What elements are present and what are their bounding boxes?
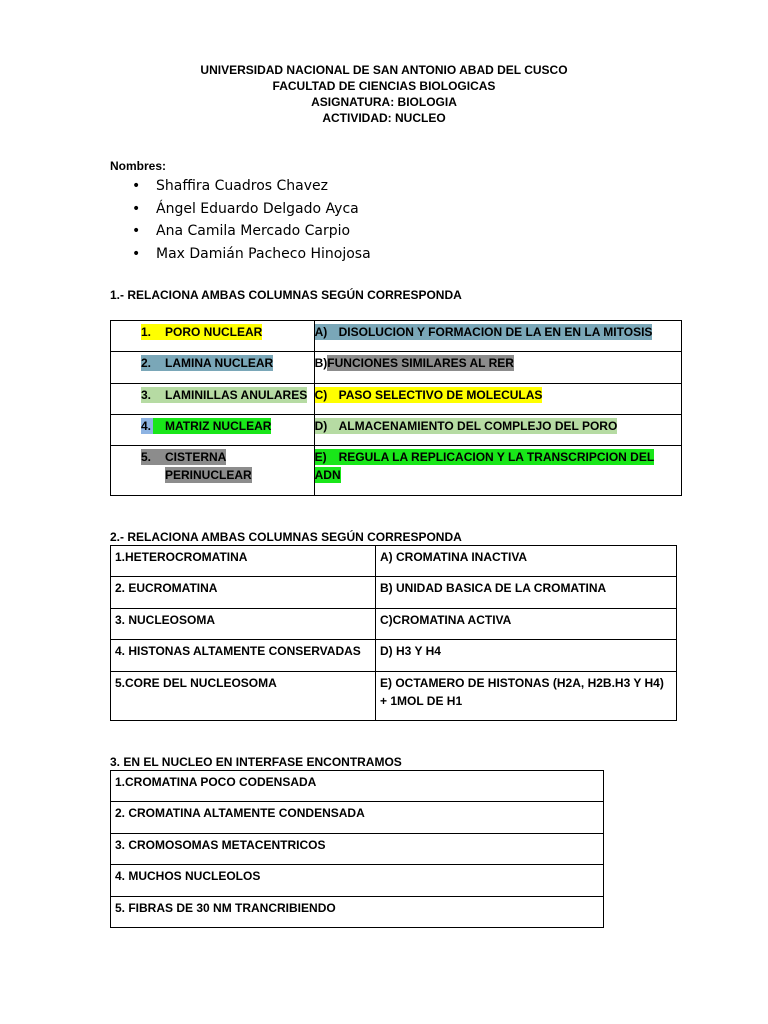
table-row [111,865,604,897]
table-cell [314,321,681,352]
definition-label: E) OCTAMERO DE HISTONAS (H2A, H2B.H3 Y H4) [380,676,664,690]
list-item [130,175,371,198]
term-label: CISTERNA [165,450,227,464]
option-label: 5. FIBRAS DE 30 NM TRANCRIBIENDO [115,901,336,915]
table-cell [111,834,604,865]
table-cell [111,897,604,928]
university-name: UNIVERSIDAD NACIONAL DE SAN ANTONIO ABAD DEL CUSCO [200,63,568,77]
table-row [111,640,677,672]
row-letter: E) [314,450,327,464]
bullet-icon: • [132,178,141,194]
table-row [111,672,677,721]
table-cell [111,609,376,640]
table-cell [111,640,376,672]
question-3-title: 3. EN EL NUCLEO EN INTERFASE ENCONTRAMOS [110,755,402,769]
table-row [111,321,682,352]
names-label: Nombres: [110,159,167,173]
bullet-icon: • [132,200,141,217]
table-cell [111,577,376,609]
definition-label: A) CROMATINA INACTIVA [380,550,528,564]
bullet-icon: • [132,245,141,262]
question-3-table [110,770,604,928]
term-label: PORO NUCLEAR [165,325,263,339]
table-row [111,352,682,384]
option-label: 4. MUCHOS NUCLEOLOS [115,869,261,883]
row-number: 1. [141,325,152,339]
table-row [111,384,682,415]
table-row [111,446,682,496]
definition-label: FUNCIONES SIMILARES AL RER [327,356,514,370]
row-letter: A) [314,325,328,339]
table-cell [376,640,677,672]
table-cell [111,771,604,802]
row-number: 5. [141,450,152,464]
table-cell [314,352,681,384]
table-row [111,415,682,446]
table-cell [111,446,315,496]
term-label: LAMINA NUCLEAR [165,356,274,370]
subject: ASIGNATURA: BIOLOGIA [311,95,457,109]
table-cell [314,384,681,415]
table-cell [376,577,677,609]
table-cell [111,546,376,577]
table-row [111,609,677,640]
table-row [111,802,604,834]
table-cell [376,546,677,577]
definition-label: PASO SELECTIVO DE MOLECULAS [338,388,543,402]
term-label: 2. EUCROMATINA [115,581,218,595]
term-label: MATRIZ NUCLEAR [153,418,271,434]
table-row [111,771,604,802]
table-row [111,897,604,928]
list-item [130,220,371,243]
term-label: 4. HISTONAS ALTAMENTE CONSERVADAS [115,644,361,658]
definition-label: B) UNIDAD BASICA DE LA CROMATINA [380,581,607,595]
table-cell [111,321,315,352]
row-number: 3. [141,388,152,402]
term-label: 1.HETEROCROMATINA [115,550,248,564]
list-item [130,243,371,266]
table-cell [111,802,604,834]
row-number: 2. [141,356,152,370]
list-item [130,198,371,221]
row-letter: C) [314,388,328,402]
term-label-cont: PERINUCLEAR [165,468,252,482]
question-2-table [110,545,677,721]
term-label: 5.CORE DEL NUCLEOSOMA [115,676,277,690]
definition-label: REGULA LA REPLICACION Y LA TRANSCRIPCION DEL ADN [314,450,654,482]
question-2-title: 2.- RELACIONA AMBAS COLUMNAS SEGÚN CORRESPONDA [110,530,462,544]
question-1-title: 1.- RELACIONA AMBAS COLUMNAS SEGÚN CORRESPONDA [110,288,462,302]
option-label: 3. CROMOSOMAS METACENTRICOS [115,838,326,852]
table-cell [376,672,677,721]
definition-label: D) H3 Y H4 [380,644,441,658]
table-cell [376,609,677,640]
question-1-table [110,320,682,496]
table-cell [314,415,681,446]
option-label: 2. CROMATINA ALTAMENTE CONDENSADA [115,806,365,820]
table-cell [111,415,315,446]
table-cell [111,672,376,721]
student-name: Ángel Eduardo Delgado Ayca [156,200,359,217]
bullet-icon: • [132,223,141,239]
option-label: 1.CROMATINA POCO CODENSADA [115,775,317,789]
row-letter: B) [314,356,328,370]
table-cell [111,384,315,415]
table-cell [111,865,604,897]
table-row [111,577,677,609]
definition-label: ALMACENAMIENTO DEL COMPLEJO DEL PORO [338,419,618,433]
names-list [130,175,371,265]
document-header [0,62,768,126]
row-letter: D) [314,419,328,433]
term-label: LAMINILLAS ANULARES [165,388,308,402]
definition-label: C)CROMATINA ACTIVA [380,613,512,627]
student-name: Shaffira Cuadros Chavez [156,178,329,194]
table-cell [314,446,681,496]
activity: ACTIVIDAD: NUCLEO [322,111,446,125]
student-name: Max Damián Pacheco Hinojosa [156,245,371,262]
term-label: 3. NUCLEOSOMA [115,613,216,627]
student-name: Ana Camila Mercado Carpio [156,223,351,239]
table-row [111,546,677,577]
table-row [111,834,604,865]
faculty-name: FACULTAD DE CIENCIAS BIOLOGICAS [272,79,496,93]
row-number: 4. [141,419,152,433]
table-cell [111,352,315,384]
definition-label-cont: + 1MOL DE H1 [380,694,463,708]
definition-label: DISOLUCION Y FORMACION DE LA EN EN LA MITOSIS [338,325,653,339]
